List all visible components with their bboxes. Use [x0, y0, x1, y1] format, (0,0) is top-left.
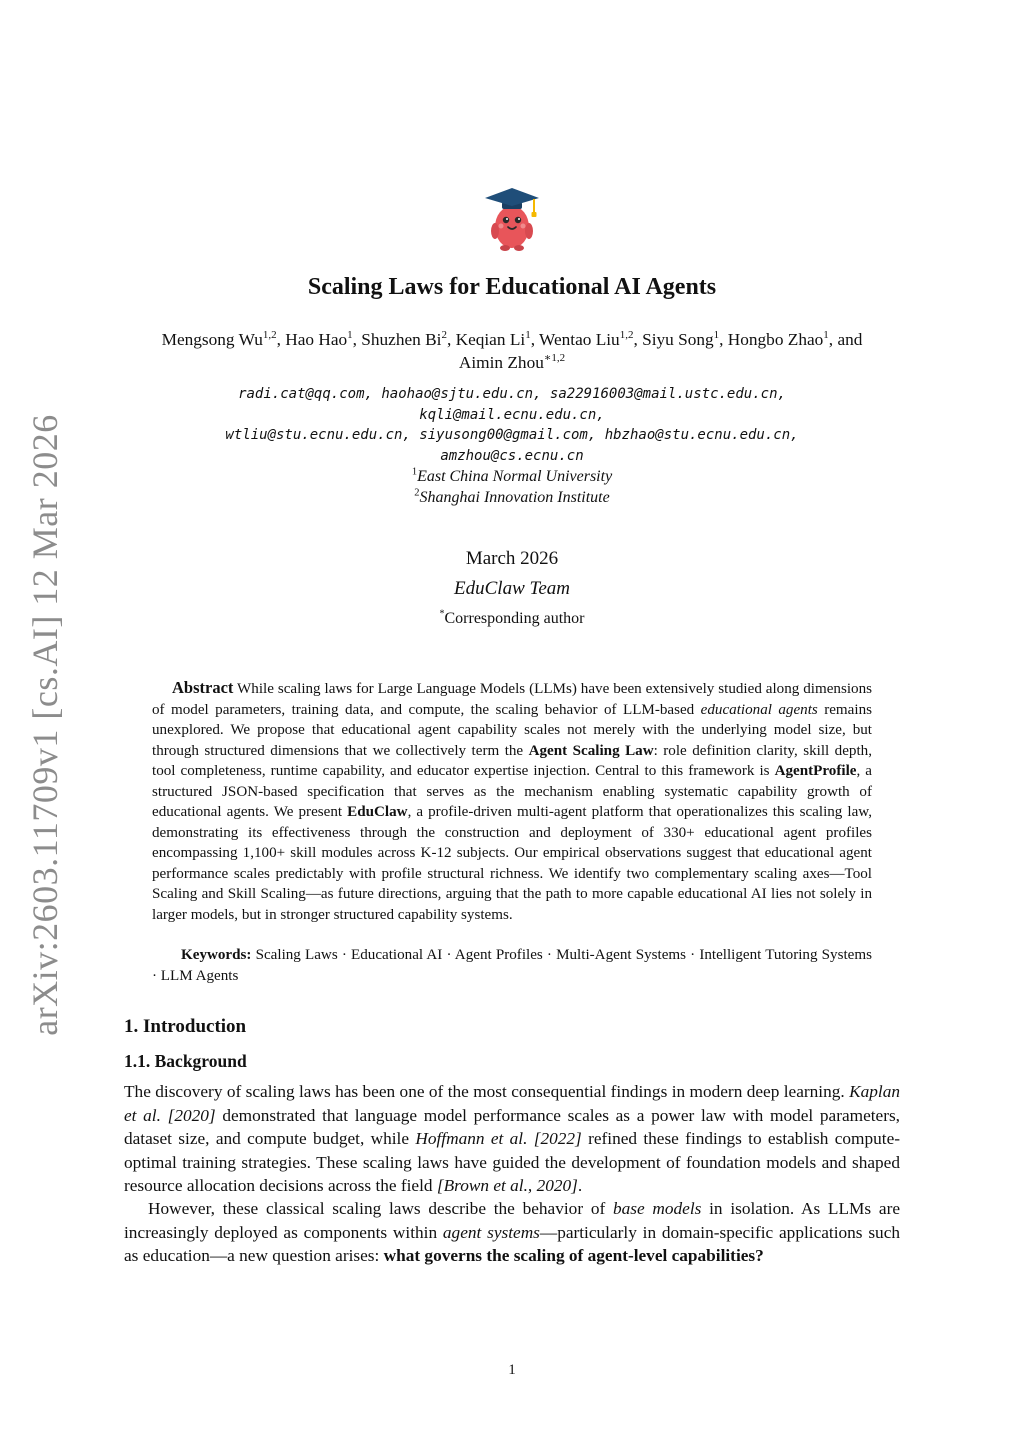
- email-line[interactable]: radi.cat@qq.com, haohao@sjtu.edu.cn, sa22916003@mail.ustc.edu.cn,: [238, 386, 786, 402]
- author: Hao Hao$^1$,: [285, 329, 362, 349]
- section-heading: 1. Introduction: [124, 1016, 247, 1037]
- citation-link[interactable]: Kaplan et al. [2020]: [124, 1082, 900, 1125]
- author: Siyu Song$^1$,: [642, 329, 728, 349]
- affiliation: $^1$East China Normal University: [411, 466, 613, 485]
- page-number: 1: [508, 1362, 516, 1378]
- email-line[interactable]: wtliu@stu.ecnu.edu.cn, siyusong00@gmail.com, hbzhao@stu.ecnu.edu.cn,: [225, 427, 799, 443]
- paper-title: Scaling Laws for Educational AI Agents: [307, 274, 717, 300]
- citation-link[interactable]: Hoffmann et al. [2022]: [415, 1129, 582, 1148]
- email-line[interactable]: kqli@mail.ecnu.edu.cn,: [419, 406, 605, 423]
- keywords: Keywords: Scaling Laws · Educational AI · Agent Profiles · Multi-Agent Systems · Intelligent Tutoring Systems · LLM Agents: [152, 947, 872, 984]
- corresponding-author-note: *Corresponding author: [439, 608, 585, 627]
- email-list: [112, 384, 912, 466]
- subsection-heading: 1.1. Background: [124, 1051, 247, 1071]
- author: Shuzhen Bi$^2$,: [361, 329, 456, 349]
- affiliation-list: [112, 466, 912, 508]
- body-paragraph: The discovery of scaling laws has been one of the most consequential findings in modern deep learning. Kaplan et al. [2020] demonstrated that language model performance scales as a power law with model parameters, dataset size, and compute budget, while Hoffmann et al. [2022] refined these findings to establish compute-optimal training strategies. These scaling laws have guided the development of foundation models and shaped resource allocation decisions across the field [Brown et al., 2020].: [124, 1082, 901, 1195]
- arxiv-side-stamp: [14, 414, 76, 1036]
- author: Mengsong Wu$^{1,2}$,: [161, 329, 286, 349]
- abstract-heading: Abstract: [172, 678, 234, 697]
- arxiv-stamp-text: arXiv:2603.11709v1 [cs.AI] 12 Mar 2026: [25, 414, 65, 1036]
- affiliation: $^2$Shanghai Innovation Institute: [414, 487, 610, 506]
- publication-date: March 2026: [465, 548, 559, 569]
- team-name: EduClaw Team: [454, 578, 570, 599]
- author: Wentao Liu$^{1,2}$,: [539, 329, 643, 349]
- author: Hongbo Zhao$^1$, and: [727, 329, 863, 349]
- author-list: [112, 328, 912, 374]
- keywords-label: Keywords:: [181, 947, 252, 963]
- mascot-graduation-cap-icon: [476, 183, 548, 255]
- abstract: Abstract While scaling laws for Large Language Models (LLMs) have been extensively studied along dimensions of model parameters, training data, and compute, the scaling behavior of LLM-based educational agents remains unexplored. We propose that educational agent capability scales not merely with the underlying model size, but through structured dimensions that we collectively term the Agent Scaling Law: role definition clarity, skill depth, tool completeness, runtime capability, and educator expertise injection. Central to this framework is AgentProfile, a structured JSON-based specification that serves as the mechanism enabling systematic capability growth of educational agents. We present EduClaw, a profile-driven multi-agent platform that operationalizes this scaling law, demonstrating its effectiveness through the construction and deployment of 330+ educational agent profiles encompassing 1,100+ skill modules across K-12 subjects. Our empirical observations suggest that educational agent performance scales predictably with profile structural richness. We identify two complementary scaling axes—Tool Scaling and Skill Scaling—as future directions, arguing that the path to more capable educational AI lies not solely in larger models, but in stronger structured capability systems.: [152, 678, 872, 923]
- email-line[interactable]: amzhou@cs.ecnu.cn: [440, 447, 584, 464]
- body-paragraph: However, these classical scaling laws describe the behavior of base models in isolation. As LLMs are increasingly deployed as components within agent systems—particularly in domain-specific applications such as education—a new question arises: what governs the scaling of agent-level capabilities?: [124, 1199, 900, 1265]
- citation-link[interactable]: [Brown et al., 2020]: [436, 1176, 578, 1195]
- author: Keqian Li$^1$,: [455, 329, 540, 349]
- author: Aimin Zhou$^{∗1,2}$: [458, 352, 566, 372]
